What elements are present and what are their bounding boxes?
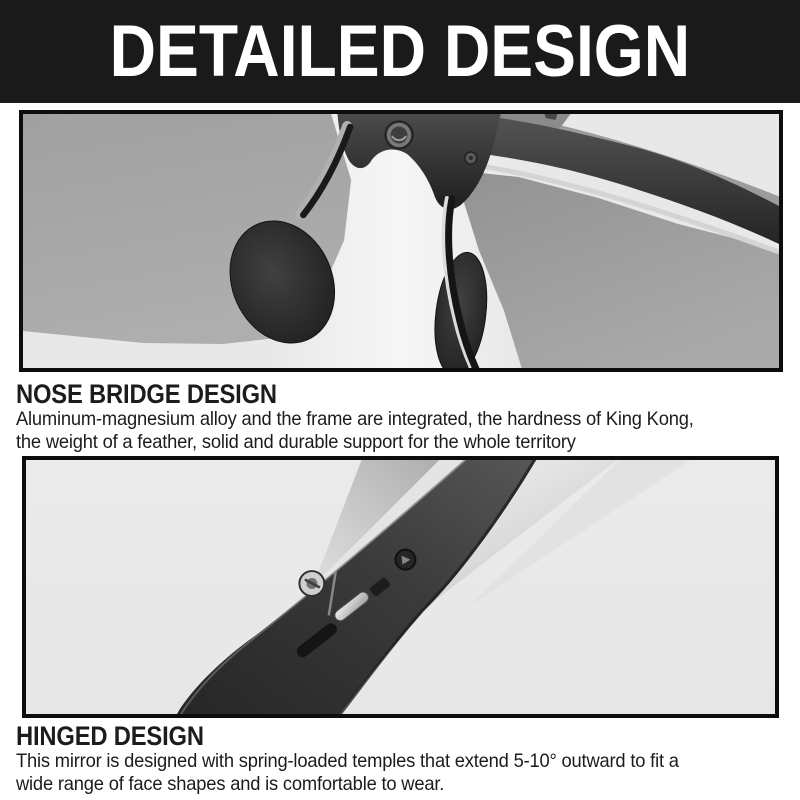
small-screw-icon	[465, 152, 477, 164]
nose-bridge-heading: NOSE BRIDGE DESIGN	[16, 379, 277, 409]
hinged-heading: HINGED DESIGN	[16, 721, 204, 751]
nose-bridge-photo-frame	[19, 110, 783, 372]
hinged-body-line-1: This mirror is designed with spring-loaded temples that extend 5-10° outward to fit a	[16, 750, 679, 772]
nose-bridge-body-line-2: the weight of a feather, solid and durable support for the whole territory	[16, 431, 576, 453]
hinge-screw-dark-icon	[396, 550, 416, 570]
nose-bridge-section	[0, 381, 800, 454]
hinged-section	[0, 723, 800, 796]
banner-title: DETAILED DESIGN	[109, 11, 691, 92]
header-banner	[0, 0, 800, 103]
nose-bridge-body-line-1: Aluminum-magnesium alloy and the frame are integrated, the hardness of King Kong,	[16, 408, 694, 430]
nose-bridge-photo	[23, 114, 779, 368]
hinged-body-line-2: wide range of face shapes and is comfortable to wear.	[16, 773, 445, 795]
hinge-screw-bright-icon	[299, 571, 324, 596]
hinge-photo	[26, 460, 775, 714]
hinge-photo-frame	[22, 456, 779, 718]
bridge-screw-icon	[386, 122, 413, 149]
